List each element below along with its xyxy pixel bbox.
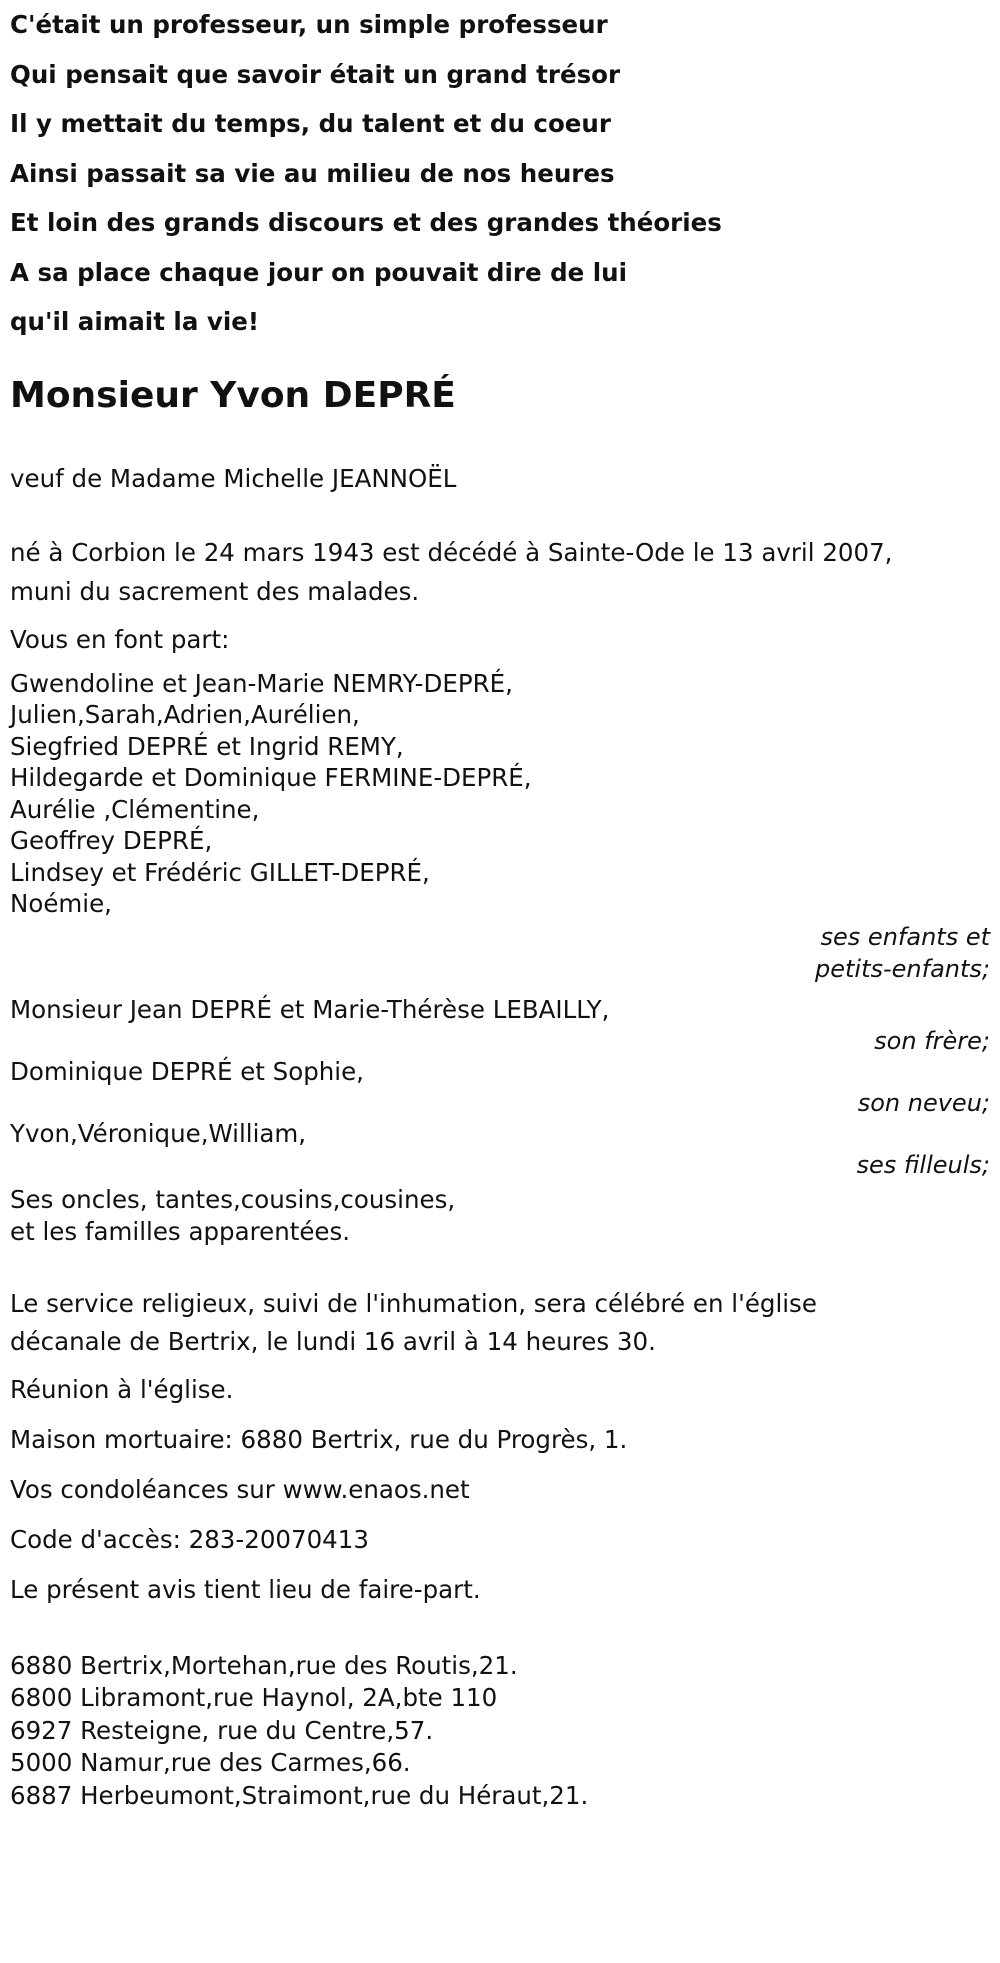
extended-family-line: et les familles apparentées.: [10, 1216, 351, 1246]
service-line: Le service religieux, suivi de l'inhumation, sera célébré en l'église: [10, 1288, 817, 1318]
address-line: 5000 Namur,rue des Carmes,66.: [10, 1748, 411, 1777]
extended-family-line: Ses oncles, tantes,cousins,cousines,: [10, 1184, 456, 1214]
relation-children: ses enfants et: [820, 922, 990, 951]
family-member: Lindsey et Frédéric GILLET-DEPRÉ,: [10, 857, 430, 887]
family-member: Julien,Sarah,Adrien,Aurélien,: [10, 700, 360, 729]
nephew-line: Dominique DEPRÉ et Sophie,: [10, 1056, 364, 1086]
condolences-line: Vos condoléances sur www.enaos.net: [10, 1474, 470, 1504]
reunion-line: Réunion à l'église.: [10, 1374, 234, 1404]
extended-family: [10, 1184, 990, 1248]
address-line: 6880 Bertrix,Mortehan,rue des Routis,21.: [10, 1650, 518, 1680]
godchildren-line: Yvon,Véronique,William,: [10, 1118, 307, 1148]
relation-grandchildren: petits-enfants;: [815, 954, 990, 983]
obituary-notice: [10, 0, 990, 1812]
sacrament-line: muni du sacrement des malades.: [10, 576, 420, 606]
relation-nephew: son neveu;: [857, 1088, 990, 1117]
relation-godchildren: ses filleuls;: [856, 1150, 990, 1179]
address-line: 6927 Resteigne, rue du Centre,57.: [10, 1715, 434, 1745]
birth-death-line: né à Corbion le 24 mars 1943 est décédé à Sainte-Ode le 13 avril 2007,: [10, 537, 893, 567]
poem: [10, 0, 990, 347]
address-line: 6887 Herbeumont,Straimont,rue du Héraut,21.: [10, 1780, 589, 1810]
access-code-line: Code d'accès: 283-20070413: [10, 1524, 369, 1554]
spouse-line: veuf de Madame Michelle JEANNOËL: [10, 463, 457, 493]
poem-line: qu'il aimait la vie!: [10, 307, 260, 336]
family-member: Hildegarde et Dominique FERMINE-DEPRÉ,: [10, 763, 532, 792]
poem-line: Et loin des grands discours et des grandes théories: [10, 208, 722, 237]
poem-line: C'était un professeur, un simple professeur: [10, 10, 608, 39]
service-line: décanale de Bertrix, le lundi 16 avril à 14 heures 30.: [10, 1326, 656, 1356]
announcement-intro: Vous en font part:: [10, 624, 230, 654]
family-member: Aurélie ,Clémentine,: [10, 794, 260, 824]
family-member: Noémie,: [10, 889, 112, 918]
poem-line: Il y mettait du temps, du talent et du coeur: [10, 109, 611, 138]
brother-line: Monsieur Jean DEPRÉ et Marie-Thérèse LEBAILLY,: [10, 994, 610, 1024]
poem-line: Qui pensait que savoir était un grand trésor: [10, 59, 621, 89]
family-member: Gwendoline et Jean-Marie NEMRY-DEPRÉ,: [10, 668, 513, 698]
children-list: [10, 668, 990, 920]
poem-line: Ainsi passait sa vie au milieu de nos heures: [10, 158, 615, 188]
poem-line: A sa place chaque jour on pouvait dire de lui: [10, 257, 628, 287]
birth-death-block: [10, 533, 990, 611]
relation-brother: son frère;: [874, 1026, 990, 1055]
deceased-name: Monsieur Yvon DEPRÉ: [10, 374, 456, 416]
mortuary-line: Maison mortuaire: 6880 Bertrix, rue du Progrès, 1.: [10, 1424, 628, 1454]
address-line: 6800 Libramont,rue Haynol, 2A,bte 110: [10, 1683, 498, 1712]
family-member: Geoffrey DEPRÉ,: [10, 826, 213, 855]
notice-line: Le présent avis tient lieu de faire-part.: [10, 1574, 481, 1604]
family-member: Siegfried DEPRÉ et Ingrid REMY,: [10, 731, 404, 761]
addresses-list: [10, 1650, 990, 1813]
service-block: [10, 1285, 990, 1361]
